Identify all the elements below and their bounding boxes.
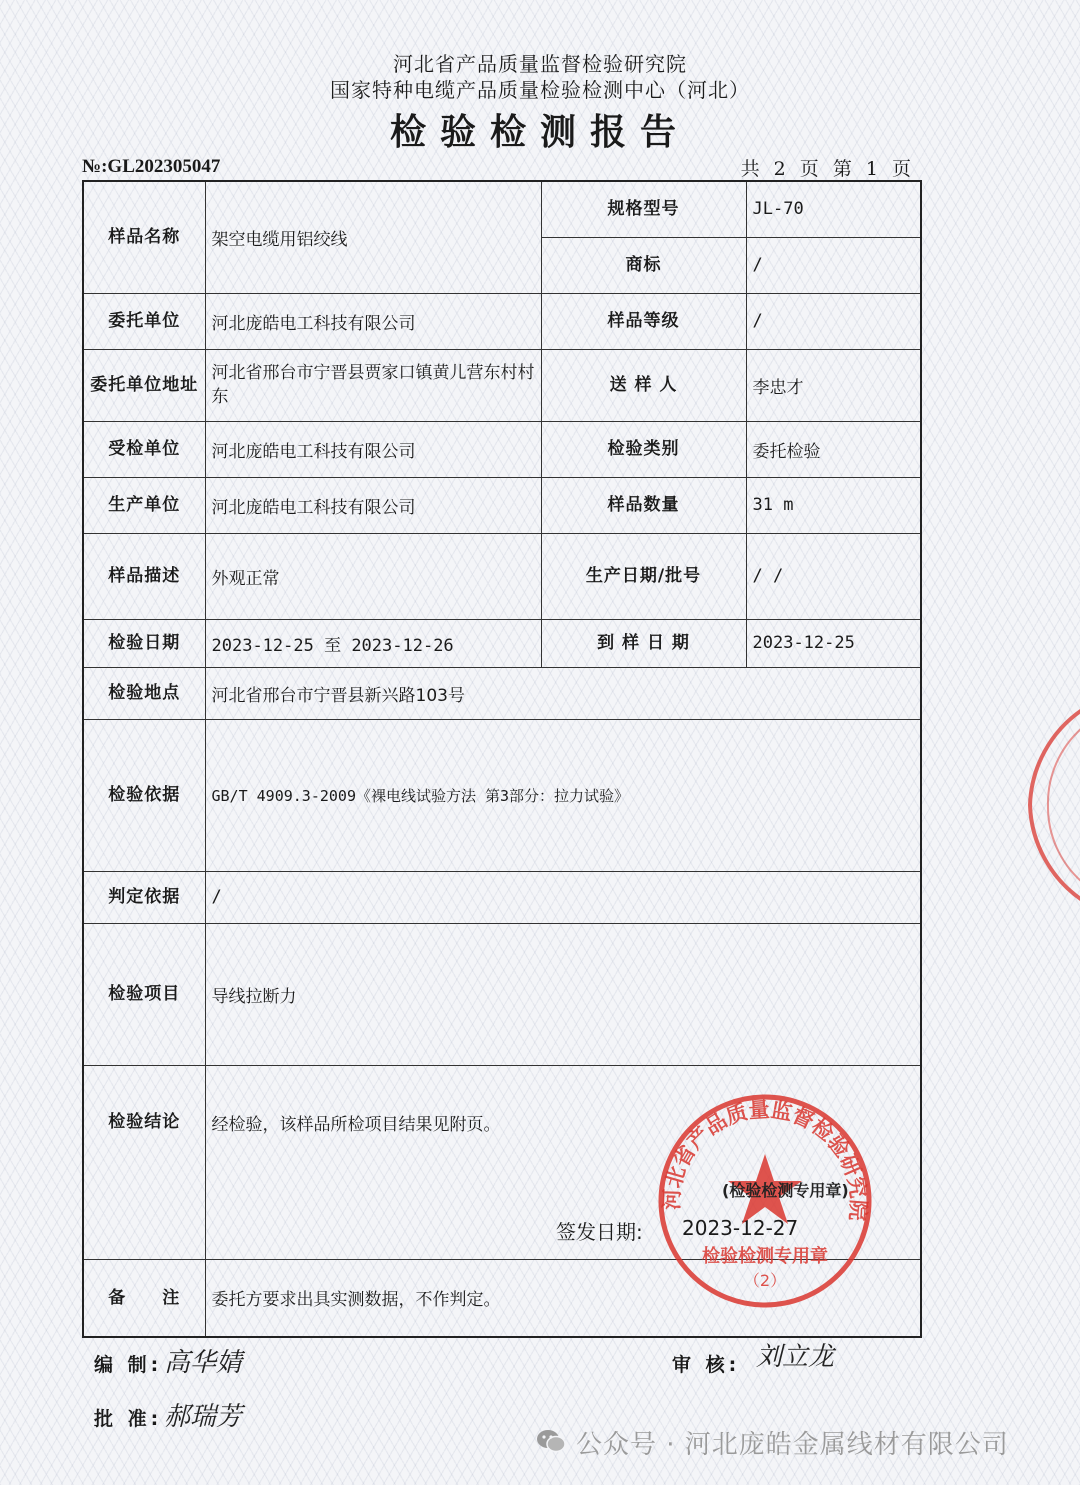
producer-value: 河北庞皓电工科技有限公司 xyxy=(205,477,541,533)
seal-outer-text: 河北省产品质量监督检验研究院 xyxy=(659,1097,871,1222)
watermark-text: 公众号 · 河北庞皓金属线材有限公司 xyxy=(576,1430,1009,1460)
editor-signature: 高华婧 xyxy=(164,1348,243,1378)
judgement-basis-value: / xyxy=(205,871,921,923)
test-date-label: 检验日期 xyxy=(83,619,205,667)
official-seal-icon xyxy=(650,1086,880,1316)
test-place-value: 河北省邢台市宁晋县新兴路103号 xyxy=(205,667,921,719)
approver-signature: 郝瑞芳 xyxy=(164,1402,243,1432)
issue-date-label: 签发日期: xyxy=(556,1220,643,1244)
editor-label: 编 制: xyxy=(94,1354,163,1376)
inspected-unit-label: 受检单位 xyxy=(83,421,205,477)
client-value: 河北庞皓电工科技有限公司 xyxy=(205,293,541,349)
wechat-icon xyxy=(536,1428,566,1454)
remark-value: 委托方要求出具实测数据，不作判定。 xyxy=(205,1259,921,1337)
test-items-label: 检验项目 xyxy=(83,923,205,1065)
judgement-basis-label: 判定依据 xyxy=(83,871,205,923)
client-address-value: 河北省邢台市宁晋县贾家口镇黄儿营东村村东 xyxy=(205,349,541,421)
remark-label: 备 注 xyxy=(83,1259,205,1337)
arrival-date-label: 到 样 日 期 xyxy=(541,619,746,667)
seal-number: （2） xyxy=(743,1271,787,1290)
grade-label: 样品等级 xyxy=(541,293,746,349)
brand-label: 商标 xyxy=(541,237,746,293)
test-place-label: 检验地点 xyxy=(83,667,205,719)
report-title: 检验检测报告 xyxy=(389,111,690,153)
spec-value: JL-70 xyxy=(746,181,921,237)
test-basis-value: GB/T 4909.3-2009《裸电线试验方法 第3部分：拉力试验》 xyxy=(205,719,921,871)
test-date-value: 2023-12-25 至 2023-12-26 xyxy=(205,619,541,667)
description-value: 外观正常 xyxy=(205,533,541,619)
sender-label: 送 样 人 xyxy=(541,349,746,421)
test-items-value: 导线拉断力 xyxy=(205,923,921,1065)
arrival-date-value: 2023-12-25 xyxy=(746,619,921,667)
sample-name-value: 架空电缆用铝绞线 xyxy=(205,181,541,293)
producer-label: 生产单位 xyxy=(83,477,205,533)
sample-name-label: 样品名称 xyxy=(83,181,205,293)
grade-value: / xyxy=(746,293,921,349)
batch-label: 生产日期/批号 xyxy=(541,533,746,619)
client-address-label: 委托单位地址 xyxy=(83,349,205,421)
issue-date-value: 2023-12-27 xyxy=(682,1216,799,1240)
seal-inner-text: 检验检测专用章 xyxy=(702,1246,828,1267)
test-basis-label: 检验依据 xyxy=(83,719,205,871)
conclusion-label: 检验结论 xyxy=(83,1065,205,1259)
inspected-unit-value: 河北庞皓电工科技有限公司 xyxy=(205,421,541,477)
reviewer-signature: 刘立龙 xyxy=(756,1342,835,1372)
inspection-type-value: 委托检验 xyxy=(746,421,921,477)
reviewer-label: 审 核: xyxy=(672,1354,741,1376)
brand-value: / xyxy=(746,237,921,293)
quantity-label: 样品数量 xyxy=(541,477,746,533)
seal-caption: (检验检测专用章) xyxy=(722,1181,849,1200)
side-seal-icon xyxy=(1022,700,1080,910)
quantity-value: 31 m xyxy=(746,477,921,533)
batch-value: / / xyxy=(746,533,921,619)
description-label: 样品描述 xyxy=(83,533,205,619)
conclusion-value: 经检验，该样品所检项目结果见附页。 xyxy=(205,1065,921,1259)
page-info: 共 2 页 第 1 页 xyxy=(740,158,915,180)
approver-label: 批 准: xyxy=(94,1408,163,1430)
institute-name: 河北省产品质量监督检验研究院 xyxy=(393,52,687,76)
sender-value: 李忠才 xyxy=(746,349,921,421)
spec-label: 规格型号 xyxy=(541,181,746,237)
center-name: 国家特种电缆产品质量检验检测中心（河北） xyxy=(330,78,750,102)
report-number: №:GL202305047 xyxy=(82,156,221,177)
client-label: 委托单位 xyxy=(83,293,205,349)
inspection-type-label: 检验类别 xyxy=(541,421,746,477)
